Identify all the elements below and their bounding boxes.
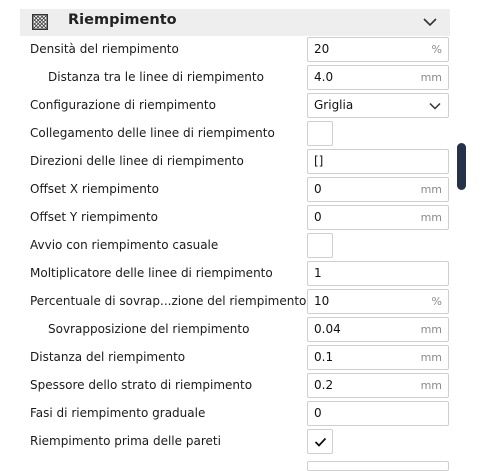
field-unit: mm [420, 183, 442, 196]
setting-label: Densità del riempimento [30, 42, 179, 56]
field-unit: mm [420, 323, 442, 336]
field-value: 0 [314, 210, 322, 224]
setting-row-infill-density [0, 36, 486, 64]
next-setting-field-partial[interactable] [307, 461, 449, 471]
setting-label: Distanza tra le linee di riempimento [48, 70, 264, 84]
infill-offset-y-input[interactable] [307, 205, 449, 230]
field-unit: mm [420, 211, 442, 224]
field-value: 10 [314, 294, 330, 308]
setting-row-infill-line-directions [0, 148, 486, 176]
setting-label: Offset Y riempimento [30, 210, 159, 224]
setting-label: Configurazione di riempimento [30, 98, 216, 112]
infill-overlap-percentage-input[interactable] [307, 289, 449, 314]
infill-pattern-icon [32, 14, 48, 30]
field-value: 0.2 [314, 378, 334, 392]
infill-wipe-distance-input[interactable] [307, 345, 449, 370]
randomize-infill-start-checkbox[interactable] [307, 233, 333, 258]
connect-infill-lines-checkbox[interactable] [307, 121, 333, 146]
setting-row-infill-pattern [0, 92, 486, 120]
gradual-infill-steps-input[interactable] [307, 401, 449, 426]
setting-row-infill-layer-thickness [0, 372, 486, 400]
field-value: 0.1 [314, 350, 334, 364]
setting-row-infill-offset-y [0, 204, 486, 232]
infill-offset-x-input[interactable] [307, 177, 449, 202]
infill-line-distance-input[interactable] [307, 65, 449, 90]
setting-label: Sovrapposizione del riempimento [48, 322, 250, 336]
setting-row-infill-overlap-percentage [0, 288, 486, 316]
section-title: Riempimento [68, 12, 177, 28]
setting-row-gradual-infill-steps [0, 400, 486, 428]
setting-row-infill-wipe-distance [0, 344, 486, 372]
setting-label: Fasi di riempimento graduale [30, 406, 206, 420]
setting-row-infill-offset-x [0, 176, 486, 204]
chevron-down-icon[interactable] [423, 17, 437, 27]
field-value: 4.0 [314, 70, 334, 84]
setting-row-infill-before-walls [0, 428, 486, 456]
setting-label: Distanza del riempimento [30, 350, 186, 364]
setting-row-infill-line-distance [0, 64, 486, 92]
infill-layer-thickness-input[interactable] [307, 373, 449, 398]
infill-overlap-input[interactable] [307, 317, 449, 342]
field-unit: mm [420, 351, 442, 364]
field-unit: % [431, 43, 442, 56]
section-header[interactable] [20, 9, 450, 36]
setting-row-infill-line-multiplier [0, 260, 486, 288]
setting-label: Percentuale di sovrap...zione del riempimento [30, 294, 307, 308]
infill-line-directions-input[interactable] [307, 149, 449, 174]
field-value: 0.04 [314, 322, 341, 336]
setting-label: Spessore dello strato di riempimento [30, 378, 253, 392]
field-unit: mm [420, 71, 442, 84]
infill-line-multiplier-input[interactable] [307, 261, 449, 286]
field-value: 0 [314, 182, 322, 196]
infill-before-walls-checkbox[interactable] [307, 429, 333, 454]
field-value: [] [314, 154, 324, 168]
field-value: 20 [314, 42, 330, 56]
setting-label: Riempimento prima delle pareti [30, 434, 221, 448]
dropdown-value: Griglia [314, 98, 354, 112]
setting-row-connect-infill-lines [0, 120, 486, 148]
setting-row-randomize-infill-start [0, 232, 486, 260]
setting-row-infill-overlap [0, 316, 486, 344]
field-value: 0 [314, 406, 322, 420]
setting-label: Direzioni delle linee di riempimento [30, 154, 244, 168]
setting-label: Collegamento delle linee di riempimento [30, 126, 275, 140]
infill-density-input[interactable] [307, 37, 449, 62]
infill-pattern-dropdown[interactable] [307, 93, 449, 118]
chevron-down-icon [429, 102, 441, 110]
field-value: 1 [314, 266, 322, 280]
field-unit: % [431, 295, 442, 308]
checkmark-icon [314, 437, 327, 447]
scrollbar-thumb[interactable] [457, 143, 466, 190]
setting-label: Offset X riempimento [30, 182, 159, 196]
field-unit: mm [420, 379, 442, 392]
setting-label: Moltiplicatore delle linee di riempimento [30, 266, 273, 280]
setting-label: Avvio con riempimento casuale [30, 238, 219, 252]
